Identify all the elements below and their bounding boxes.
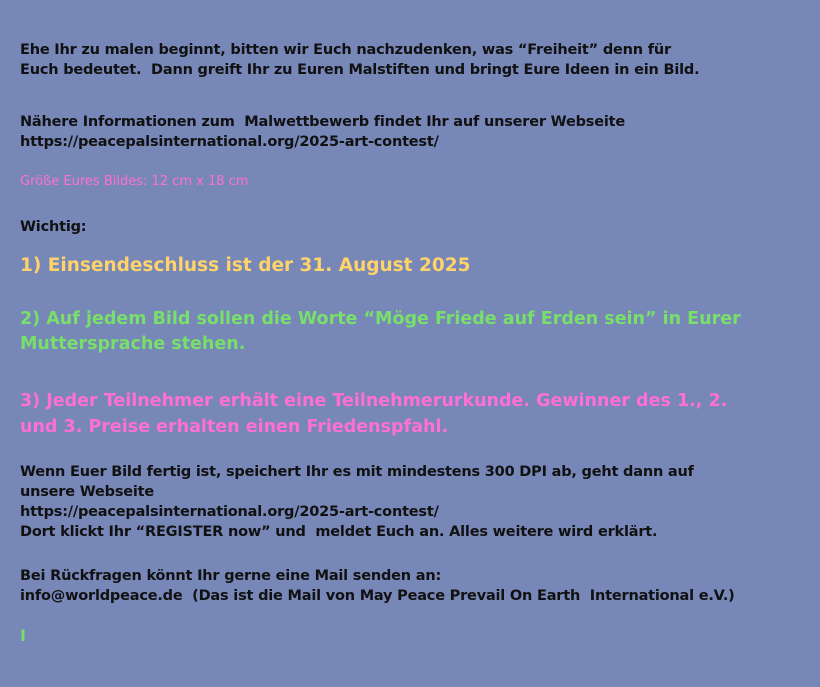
contact-line-1: Bei Rückfragen könnt Ihr gerne eine Mail senden an: <box>20 568 442 584</box>
important-label: Wichtig: <box>20 219 87 235</box>
rule-words-line-2: Muttersprache stehen. <box>20 334 246 354</box>
submission-line-2: unsere Webseite <box>20 484 155 500</box>
intro-line-1: Ehe Ihr zu malen beginnt, bitten wir Euch nachzudenken, was “Freiheit” denn für <box>20 42 671 58</box>
rule-words-line-1: 2) Auf jedem Bild sollen die Worte “Möge Friede auf Erden sein” in Eurer <box>20 309 741 329</box>
contact-email-line: info@worldpeace.de (Das ist die Mail von May Peace Prevail On Earth International e.V.) <box>20 588 735 604</box>
image-size-note: Größe Eures Bildes: 12 cm x 18 cm <box>20 174 249 189</box>
text-cursor-mark: I <box>20 626 26 645</box>
intro-line-2: Euch bedeutet. Dann greift Ihr zu Euren Malstiften und bringt Eure Ideen in ein Bild. <box>20 62 700 78</box>
announcement-text <box>20 40 810 646</box>
rule-prizes-line-2: und 3. Preise erhalten einen Friedenspfahl. <box>20 417 449 437</box>
info-url: https://peacepalsinternational.org/2025-art-contest/ <box>20 134 439 150</box>
submission-url: https://peacepalsinternational.org/2025-art-contest/ <box>20 504 439 520</box>
submission-line-4: Dort klickt Ihr “REGISTER now” und meldet Euch an. Alles weitere wird erklärt. <box>20 524 658 540</box>
rule-prizes-line-1: 3) Jeder Teilnehmer erhält eine Teilnehmerurkunde. Gewinner des 1., 2. <box>20 391 728 411</box>
submission-line-1: Wenn Euer Bild fertig ist, speichert Ihr es mit mindestens 300 DPI ab, geht dann auf <box>20 464 694 480</box>
info-line: Nähere Informationen zum Malwettbewerb findet Ihr auf unserer Webseite <box>20 114 625 130</box>
rule-deadline: 1) Einsendeschluss ist der 31. August 2025 <box>20 255 471 276</box>
